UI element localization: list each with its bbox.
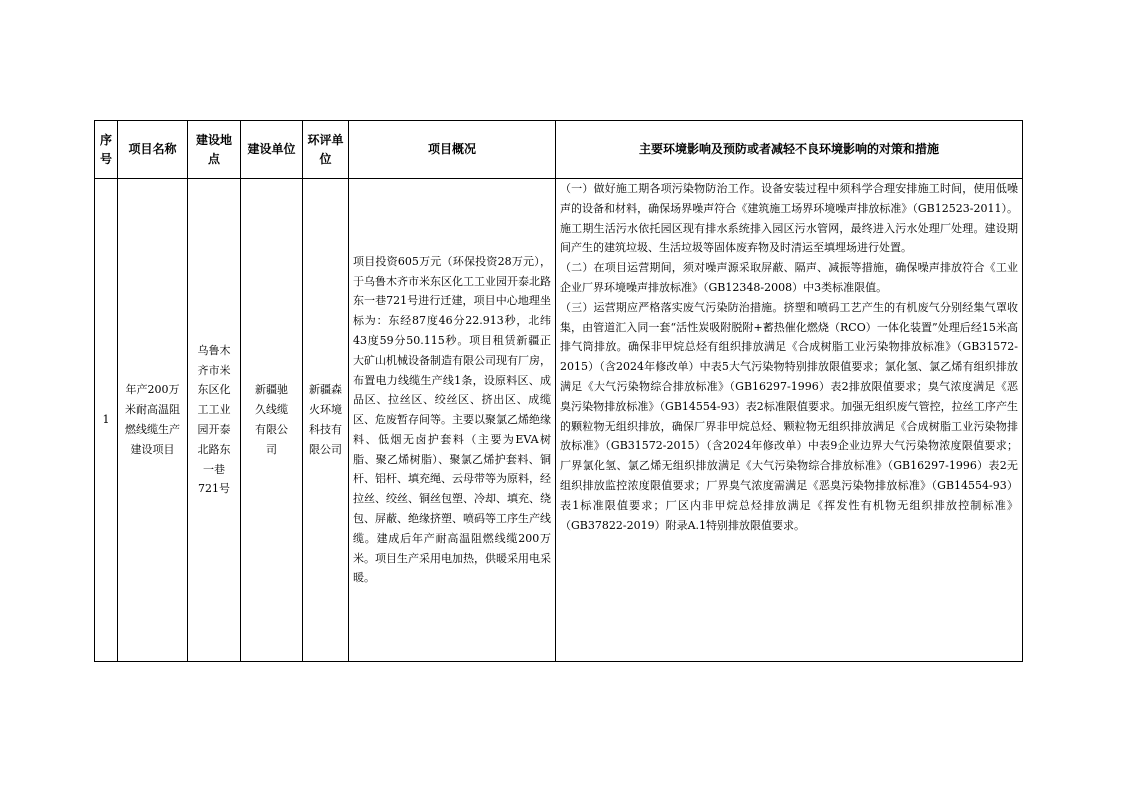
cell-builder — [241, 179, 303, 662]
header-location — [188, 121, 241, 179]
header-row — [95, 121, 1023, 179]
header-overview — [349, 121, 556, 179]
measure-paragraph: （三）运营期应严格落实废气污染防治措施。挤塑和喷码工艺产生的有机废气分别经集气罩收集，由管道汇入同一套“活性炭吸附脱附+蓄热催化燃烧（RCO）一体化装置”处理后经15米高排气筒排放。确保非甲烷总烃有组织排放满足《合成树脂工业污染物排放标准》（GB31572-2015）（含2024年修改单）中表5大气污染物特别排放限值要求；氯化氢、氯乙烯有组织排放满足《大气污染物综合排放标准》（GB16297-1996）表2排放限值要求；臭气浓度满足《恶臭污染物排放标准》（GB14554-93）表2标准限值要求。加强无组织废气管控，拉丝工序产生的颗粒物无组织排放，确保厂界非甲烷总烃、颗粒物无组织排放满足《合成树脂工业污染物排放标准》（GB31572-2015）（含2024年修改单）中表9企业边界大气污染物浓度限值要求；厂界氯化氢、氯乙烯无组织排放满足《大气污染物综合排放标准》（GB16297-1996）表2无组织排放监控浓度限值要求；厂界臭气浓度需满足《恶臭污染物排放标准》（GB14554-93）表1标准限值要求；厂区内非甲烷总烃排放满足《挥发性有机物无组织排放控制标准》（GB37822-2019）附录A.1特别排放限值要求。 — [560, 300, 1018, 532]
header-eia-unit-label: 环评单位 — [307, 132, 344, 166]
header-project-name-label: 项目名称 — [128, 142, 177, 156]
measure-paragraph: （二）在项目运营期间，须对噪声源采取屏蔽、隔声、减振等措施，确保噪声排放符合《工业企业厂界环境噪声排放标准》（GB12348-2008）中3类标准限值。 — [560, 261, 1018, 294]
cell-index — [95, 179, 118, 662]
location-value: 乌鲁木齐市米东区化工工业园开泰北路东一巷721号 — [197, 343, 231, 496]
header-measures — [556, 121, 1023, 179]
cell-project-name — [118, 179, 188, 662]
header-index — [95, 121, 118, 179]
eia-unit-value: 新疆森火环境科技有限公司 — [309, 383, 342, 456]
cell-location — [188, 179, 241, 662]
header-location-label: 建设地点 — [195, 132, 232, 166]
cell-overview — [349, 179, 556, 662]
header-project-name — [118, 121, 188, 179]
header-builder — [241, 121, 303, 179]
measure-paragraph: （一）做好施工期各项污染物防治工作。设备安装过程中须科学合理安排施工时间，使用低噪声的设备和材料，确保场界噪声符合《建筑施工场界环境噪声排放标准》（GB12523-2011）。施工期生活污水依托园区现有排水系统排入园区污水管网，最终进入污水处理厂处理。建设期间产生的建筑垃圾、生活垃圾等固体废弃物及时清运至填埋场进行处置。 — [560, 182, 1018, 255]
cell-measures — [556, 179, 1023, 662]
header-eia-unit — [303, 121, 349, 179]
header-index-label: 序号 — [99, 132, 112, 166]
header-builder-label: 建设单位 — [247, 142, 296, 156]
project-name-value: 年产200万米耐高温阻燃线缆生产建设项目 — [125, 383, 180, 456]
cell-eia-unit — [303, 179, 349, 662]
index-value: 1 — [102, 413, 110, 427]
builder-value: 新疆驰久线缆有限公司 — [255, 383, 288, 456]
overview-value: 项目投资605万元（环保投资28万元），于乌鲁木齐市米东区化工工业园开泰北路东一巷721号进行迁建，项目中心地理坐标为：东经87度46分22.913秒，北纬43度59分50.115秒。项目租赁新疆正大矿山机械设备制造有限公司现有厂房，布置电力线缆生产线1条，设原料区、成品区、拉丝区、绞丝区、挤出区、成缆区、危废暂存间等。主要以聚氯乙烯绝缘料、低烟无卤护套料（主要为EVA树脂、聚乙烯树脂）、聚氯乙烯护套料、铜杆、铝杆、填充绳、云母带等为原料，经拉丝、绞丝、铜丝包塑、冷却、填充、绕包、屏蔽、绝缘挤塑、喷码等工序生产线缆。建成后年产耐高温阻燃线缆200万米。项目生产采用电加热，供暖采用电采暖。 — [353, 254, 551, 585]
header-overview-label: 项目概况 — [427, 142, 476, 156]
table-row — [95, 179, 1023, 662]
measures-list — [560, 179, 1018, 535]
header-measures-label: 主要环境影响及预防或者减轻不良环境影响的对策和措施 — [638, 142, 939, 156]
project-table — [94, 120, 1023, 662]
